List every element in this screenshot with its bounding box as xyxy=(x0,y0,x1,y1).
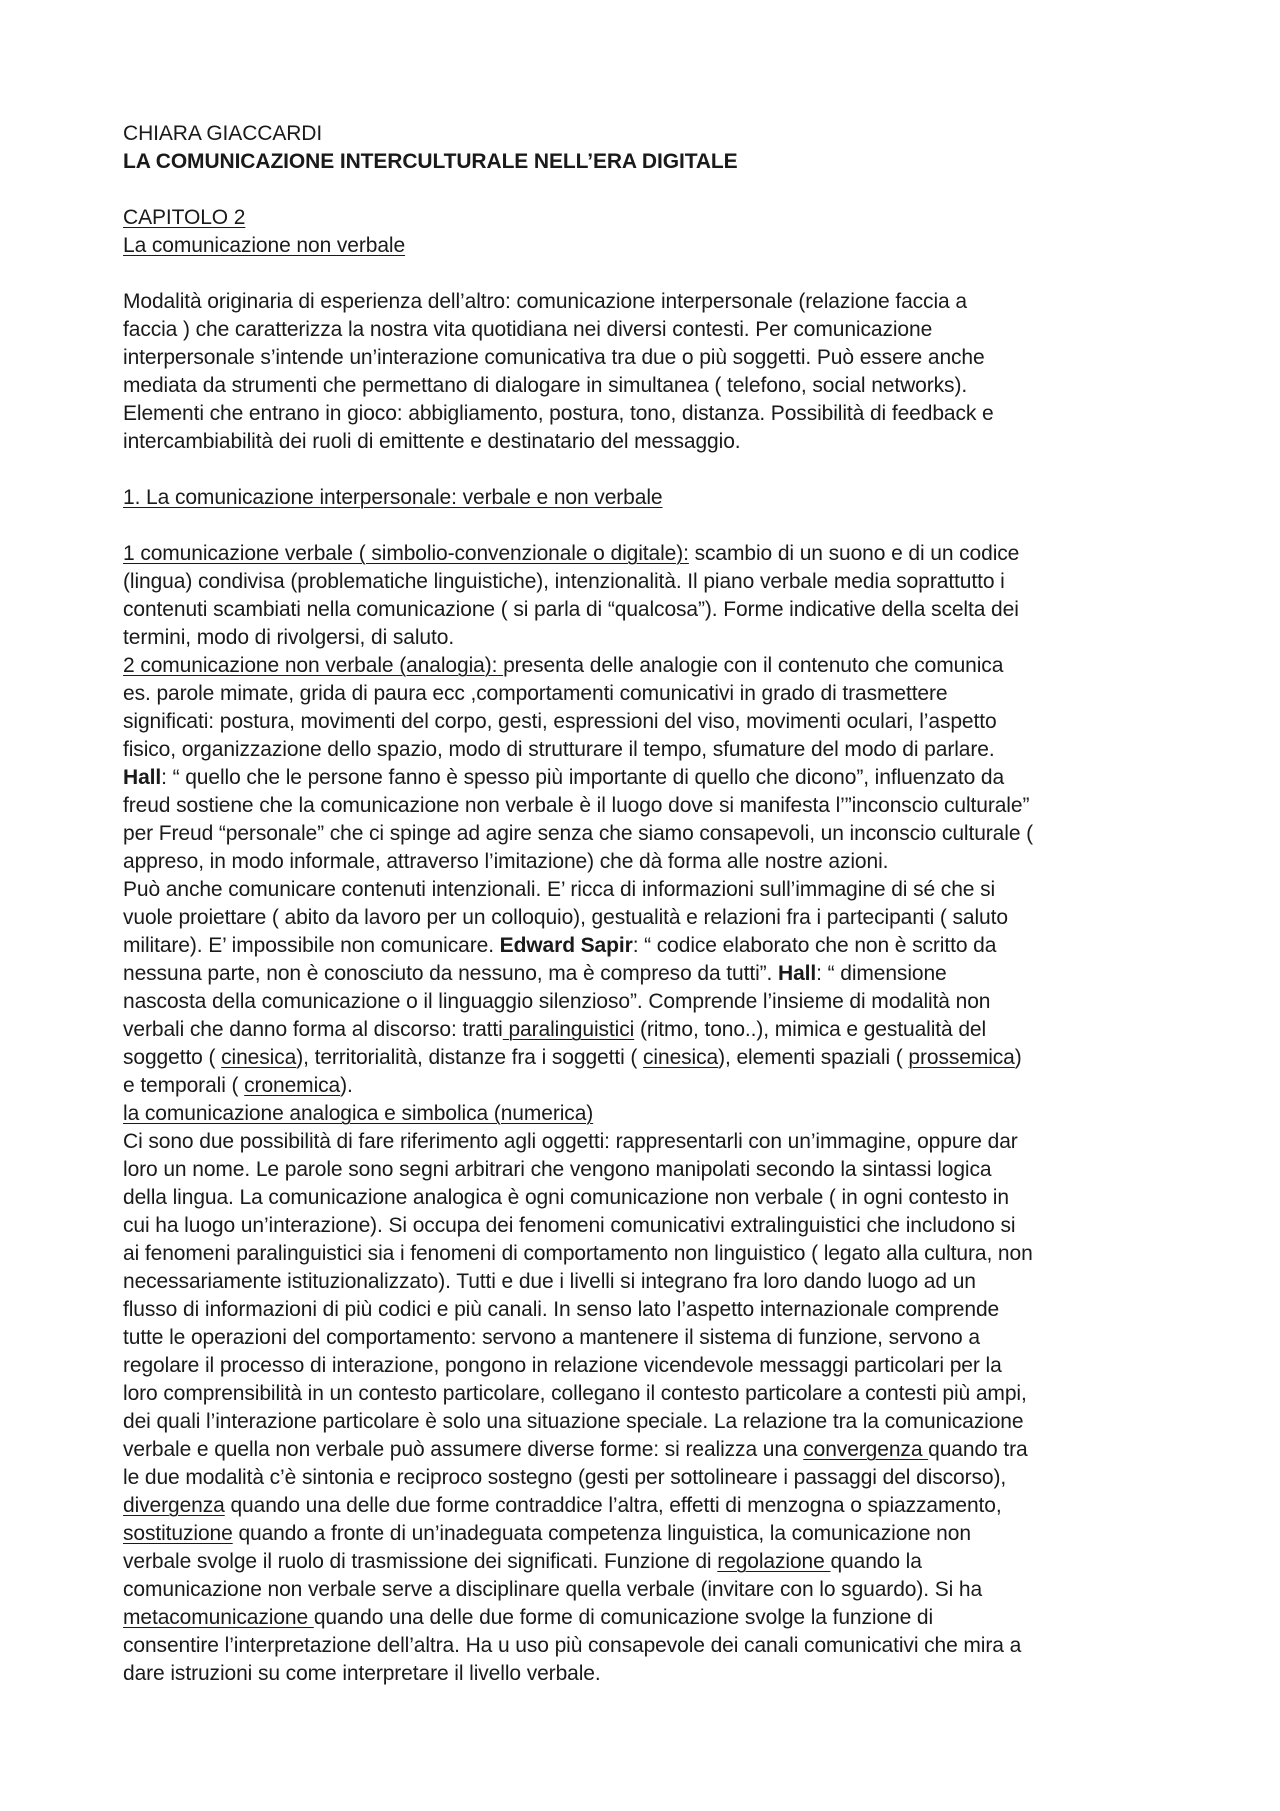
body-line: Ci sono due possibilità di fare riferimento agli oggetti: rappresentarli con un’immagine, oppure dar xyxy=(123,1130,1018,1153)
body-line: metacomunicazione quando una delle due forme di comunicazione svolge la funzione di xyxy=(123,1606,934,1629)
body-line: termini, modo di rivolgersi, di saluto. xyxy=(123,626,455,649)
term-prossemica: prossemica xyxy=(908,1046,1015,1069)
term-metacomunicazione: metacomunicazione xyxy=(123,1606,314,1629)
body-line: nascosta della comunicazione o il linguaggio silenzioso”. Comprende l’insieme di modalità non xyxy=(123,990,991,1013)
body-line: appreso, in modo informale, attraverso l’imitazione) che dà forma alle nostre azioni. xyxy=(123,850,889,873)
body-line: es. parole mimate, grida di paura ecc ,comportamenti comunicativi in grado di trasmettere xyxy=(123,682,948,705)
intro-line: interpersonale s’intende un’interazione comunicativa tra due o più soggetti. Può essere anche xyxy=(123,346,985,369)
body-line: della lingua. La comunicazione analogica è ogni comunicazione non verbale ( in ogni contesto in xyxy=(123,1186,1009,1209)
spacer xyxy=(123,456,1183,484)
body-line: Hall: “ quello che le persone fanno è spesso più importante di quello che dicono”, influenzato da xyxy=(123,766,1005,789)
body-line: regolare il processo di interazione, pongono in relazione vicendevole messaggi particolari per la xyxy=(123,1354,1002,1377)
body-line: contenuti scambiati nella comunicazione ( si parla di “qualcosa”). Forme indicative della scelta dei xyxy=(123,598,1019,621)
document-title: LA COMUNICAZIONE INTERCULTURALE NELL’ERA DIGITALE xyxy=(123,150,738,173)
intro-line: Elementi che entrano in gioco: abbigliamento, postura, tono, distanza. Possibilità di feedback e xyxy=(123,402,994,425)
body-line: loro un nome. Le parole sono segni arbitrari che vengono manipolati secondo la sintassi logica xyxy=(123,1158,992,1181)
body-line: le due modalità c’è sintonia e reciproco sostegno (gesti per sottolineare i passaggi del discorso), xyxy=(123,1466,1007,1489)
body-line: dare istruzioni su come interpretare il livello verbale. xyxy=(123,1662,601,1685)
body-line: per Freud “personale” che ci spinge ad agire senza che siamo consapevoli, un inconscio culturale ( xyxy=(123,822,1034,845)
body-line: soggetto ( cinesica), territorialità, distanze fra i soggetti ( cinesica), elementi spaziali ( prossemica) xyxy=(123,1046,1022,1069)
body-line: tutte le operazioni del comportamento: servono a mantenere il sistema di funzione, servono a xyxy=(123,1326,980,1349)
intro-line: faccia ) che caratterizza la nostra vita quotidiana nei diversi contesti. Per comunicazione xyxy=(123,318,933,341)
body-line: dei quali l’interazione particolare è solo una situazione speciale. La relazione tra la comunicazione xyxy=(123,1410,1024,1433)
term-sostituzione: sostituzione xyxy=(123,1522,233,1545)
body-line: (lingua) condivisa (problematiche linguistiche), intenzionalità. Il piano verbale media soprattutto i xyxy=(123,570,1005,593)
chapter-number: CAPITOLO 2 xyxy=(123,206,246,229)
term-nonverbal-communication: 2 comunicazione non verbale (analogia): xyxy=(123,654,504,677)
body-line: comunicazione non verbale serve a disciplinare quella verbale (invitare con lo sguardo). Si ha xyxy=(123,1578,983,1601)
term-convergenza: convergenza xyxy=(803,1438,929,1461)
body-line: verbali che danno forma al discorso: tratti paralinguistici (ritmo, tono..), mimica e gestualità del xyxy=(123,1018,987,1041)
spacer xyxy=(123,512,1183,540)
body-line: militare). E’ impossibile non comunicare. Edward Sapir: “ codice elaborato che non è scritto da xyxy=(123,934,997,957)
body-line: 1 comunicazione verbale ( simbolio-convenzionale o digitale): scambio di un suono e di un codice xyxy=(123,542,1020,565)
term-cinesica: cinesica xyxy=(643,1046,719,1069)
term-verbal-communication: 1 comunicazione verbale ( simbolio-convenzionale o digitale): xyxy=(123,542,689,565)
document-page xyxy=(123,120,1183,1688)
author-name: CHIARA GIACCARDI xyxy=(123,122,323,145)
body-line: nessuna parte, non è conosciuto da nessuno, ma è compreso da tutti”. Hall: “ dimensione xyxy=(123,962,947,985)
body-line: necessariamente istituzionalizzato). Tutti e due i livelli si integrano fra loro dando luogo ad un xyxy=(123,1270,976,1293)
body-line: flusso di informazioni di più codici e più canali. In senso lato l’aspetto internazionale comprende xyxy=(123,1298,1000,1321)
intro-line: intercambiabilità dei ruoli di emittente e destinatario del messaggio. xyxy=(123,430,741,453)
body-line: ai fenomeni paralinguistici sia i fenomeni di comportamento non linguistico ( legato alla cultura, non xyxy=(123,1242,1033,1265)
spacer xyxy=(123,176,1183,204)
body-line: freud sostiene che la comunicazione non verbale è il luogo dove si manifesta l’”inconscio culturale” xyxy=(123,794,1030,817)
body-line: verbale e quella non verbale può assumere diverse forme: si realizza una convergenza quando tra xyxy=(123,1438,1028,1461)
body-line: Può anche comunicare contenuti intenzionali. E’ ricca di informazioni sull’immagine di sé che si xyxy=(123,878,996,901)
body-line: fisico, organizzazione dello spazio, modo di strutturare il tempo, sfumature del modo di parlare. xyxy=(123,738,995,761)
intro-line: mediata da strumenti che permettano di dialogare in simultanea ( telefono, social networks). xyxy=(123,374,968,397)
intro-line: Modalità originaria di esperienza dell’altro: comunicazione interpersonale (relazione faccia a xyxy=(123,290,967,313)
subsection-heading: la comunicazione analogica e simbolica (numerica) xyxy=(123,1102,594,1125)
author-hall: Hall xyxy=(778,962,817,985)
term-regolazione: regolazione xyxy=(717,1550,831,1573)
term-cinesica: cinesica xyxy=(221,1046,297,1069)
term-paralinguistici: paralinguistici xyxy=(502,1018,635,1041)
chapter-title: La comunicazione non verbale xyxy=(123,234,406,257)
body-line: verbale svolge il ruolo di trasmissione dei significati. Funzione di regolazione quando la xyxy=(123,1550,922,1573)
body-line: e temporali ( cronemica). xyxy=(123,1074,353,1097)
section-heading: 1. La comunicazione interpersonale: verbale e non verbale xyxy=(123,486,663,509)
body-line: divergenza quando una delle due forme contraddice l’altra, effetti di menzogna o spiazzamento, xyxy=(123,1494,1002,1517)
author-hall: Hall xyxy=(123,766,162,789)
body-line: consentire l’interpretazione dell’altra. Ha u uso più consapevole dei canali comunicativi che mira a xyxy=(123,1634,1022,1657)
body-line: loro comprensibilità in un contesto particolare, collegano il contesto particolare a contesti più ampi, xyxy=(123,1382,1027,1405)
body-line: cui ha luogo un’interazione). Si occupa dei fenomeni comunicativi extralinguistici che includono si xyxy=(123,1214,1016,1237)
body-line: vuole proiettare ( abito da lavoro per un colloquio), gestualità e relazioni fra i partecipanti ( saluto xyxy=(123,906,1008,929)
spacer xyxy=(123,260,1183,288)
author-sapir: Edward Sapir xyxy=(499,934,633,957)
term-divergenza: divergenza xyxy=(123,1494,225,1517)
term-cronemica: cronemica xyxy=(244,1074,341,1097)
body-line: sostituzione quando a fronte di un’inadeguata competenza linguistica, la comunicazione non xyxy=(123,1522,971,1545)
body-line: 2 comunicazione non verbale (analogia): presenta delle analogie con il contenuto che comunica xyxy=(123,654,1004,677)
body-line: significati: postura, movimenti del corpo, gesti, espressioni del viso, movimenti oculari, l’aspetto xyxy=(123,710,997,733)
